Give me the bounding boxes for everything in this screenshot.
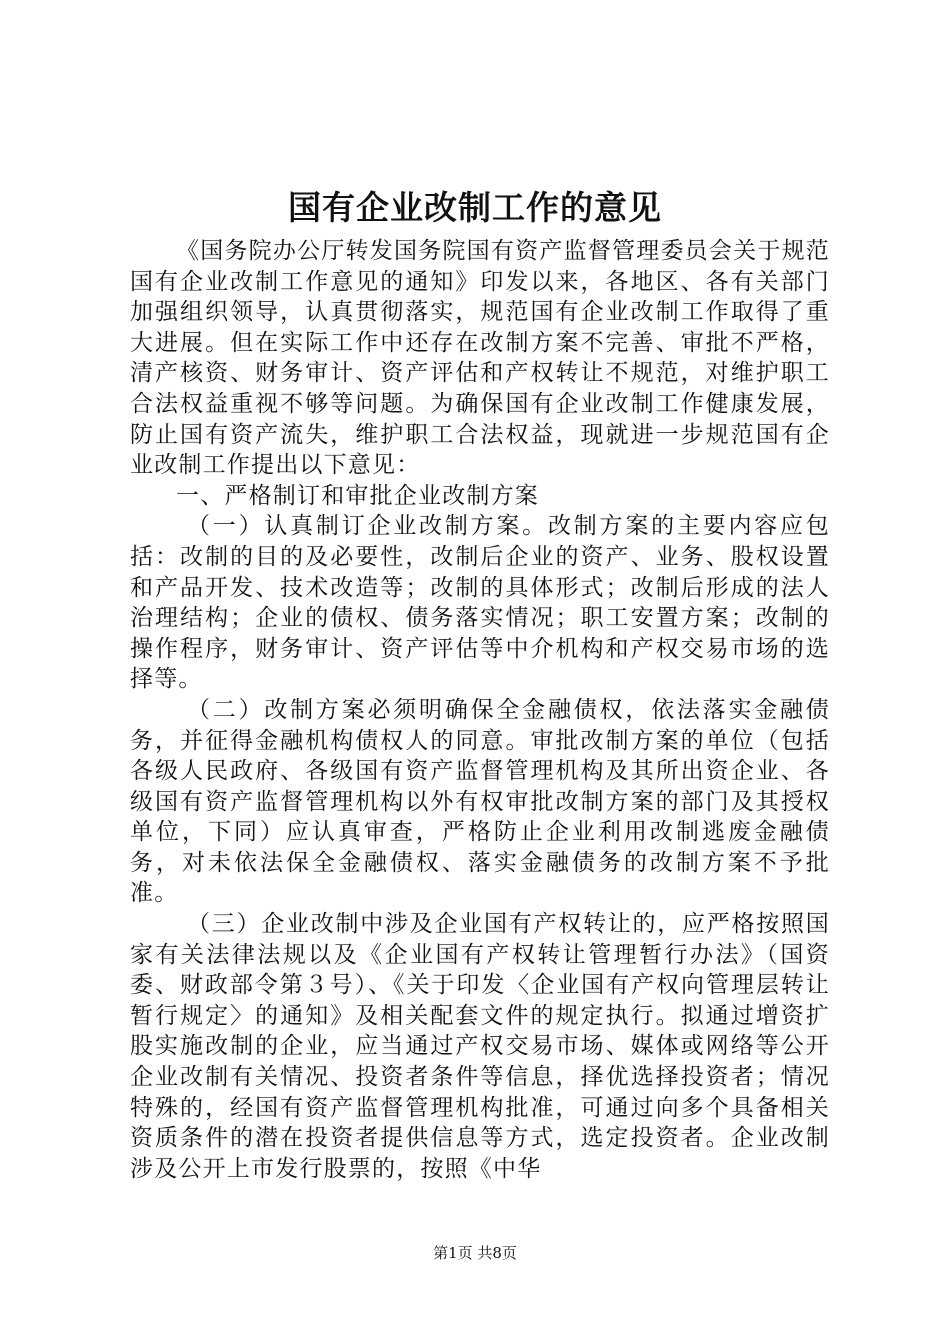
section-heading: 一、严格制订和审批企业改制方案: [176, 482, 539, 509]
clause-paragraph-3: （三）企业改制中涉及企业国有产权转让的，应严格按照国家有关法律法规以及《企业国有产权转让管理暂行办法》（国资委、财政部令第３号）、《关于印发〈企业国有产权向管理层转让暂行规定〉的通知》及相关配套文件的规定执行。拟通过增资扩股实施改制的企业，应当通过产权交易市场、媒体或网络等公开企业改制有关情况、投资者条件等信息，择优选择投资者；情况特殊的，经国有资产监督管理机构批准，可通过向多个具备相关资质条件的潜在投资者提供信息等方式，选定投资者。企业改制涉及公开上市发行股票的，按照《中华: [130, 911, 830, 1182]
intro-paragraph: 《国务院办公厅转发国务院国有资产监督管理委员会关于规范国有企业改制工作意见的通知》印发以来，各地区、各有关部门加强组织领导，认真贯彻落实，规范国有企业改制工作取得了重大进展。但在实际工作中还存在改制方案不完善、审批不严格，清产核资、财务审计、资产评估和产权转让不规范，对维护职工合法权益重视不够等问题。为确保国有企业改制工作健康发展，防止国有资产流失，维护职工合法权益，现就进一步规范国有企业改制工作提出以下意见：: [130, 238, 830, 479]
document-body: [130, 236, 830, 1184]
page-footer: 第1页 共8页: [433, 1244, 517, 1262]
clause-paragraph-2: （二）改制方案必须明确保全金融债权，依法落实金融债务，并征得金融机构债权人的同意。审批改制方案的单位（包括各级人民政府、各级国有资产监督管理机构及其所出资企业、各级国有资产监督管理机构以外有权审批改制方案的部门及其授权单位，下同）应认真审查，严格防止企业利用改制逃废金融债务，对未依法保全金融债权、落实金融债务的改制方案不予批准。: [130, 696, 830, 907]
clause-paragraph-1: （一）认真制订企业改制方案。改制方案的主要内容应包括：改制的目的及必要性，改制后企业的资产、业务、股权设置和产品开发、技术改造等；改制的具体形式；改制后形成的法人治理结构；企业的债权、债务落实情况；职工安置方案；改制的操作程序，财务审计、资产评估等中介机构和产权交易市场的选择等。: [130, 513, 830, 693]
document-title: 国有企业改制工作的意见: [288, 188, 662, 227]
